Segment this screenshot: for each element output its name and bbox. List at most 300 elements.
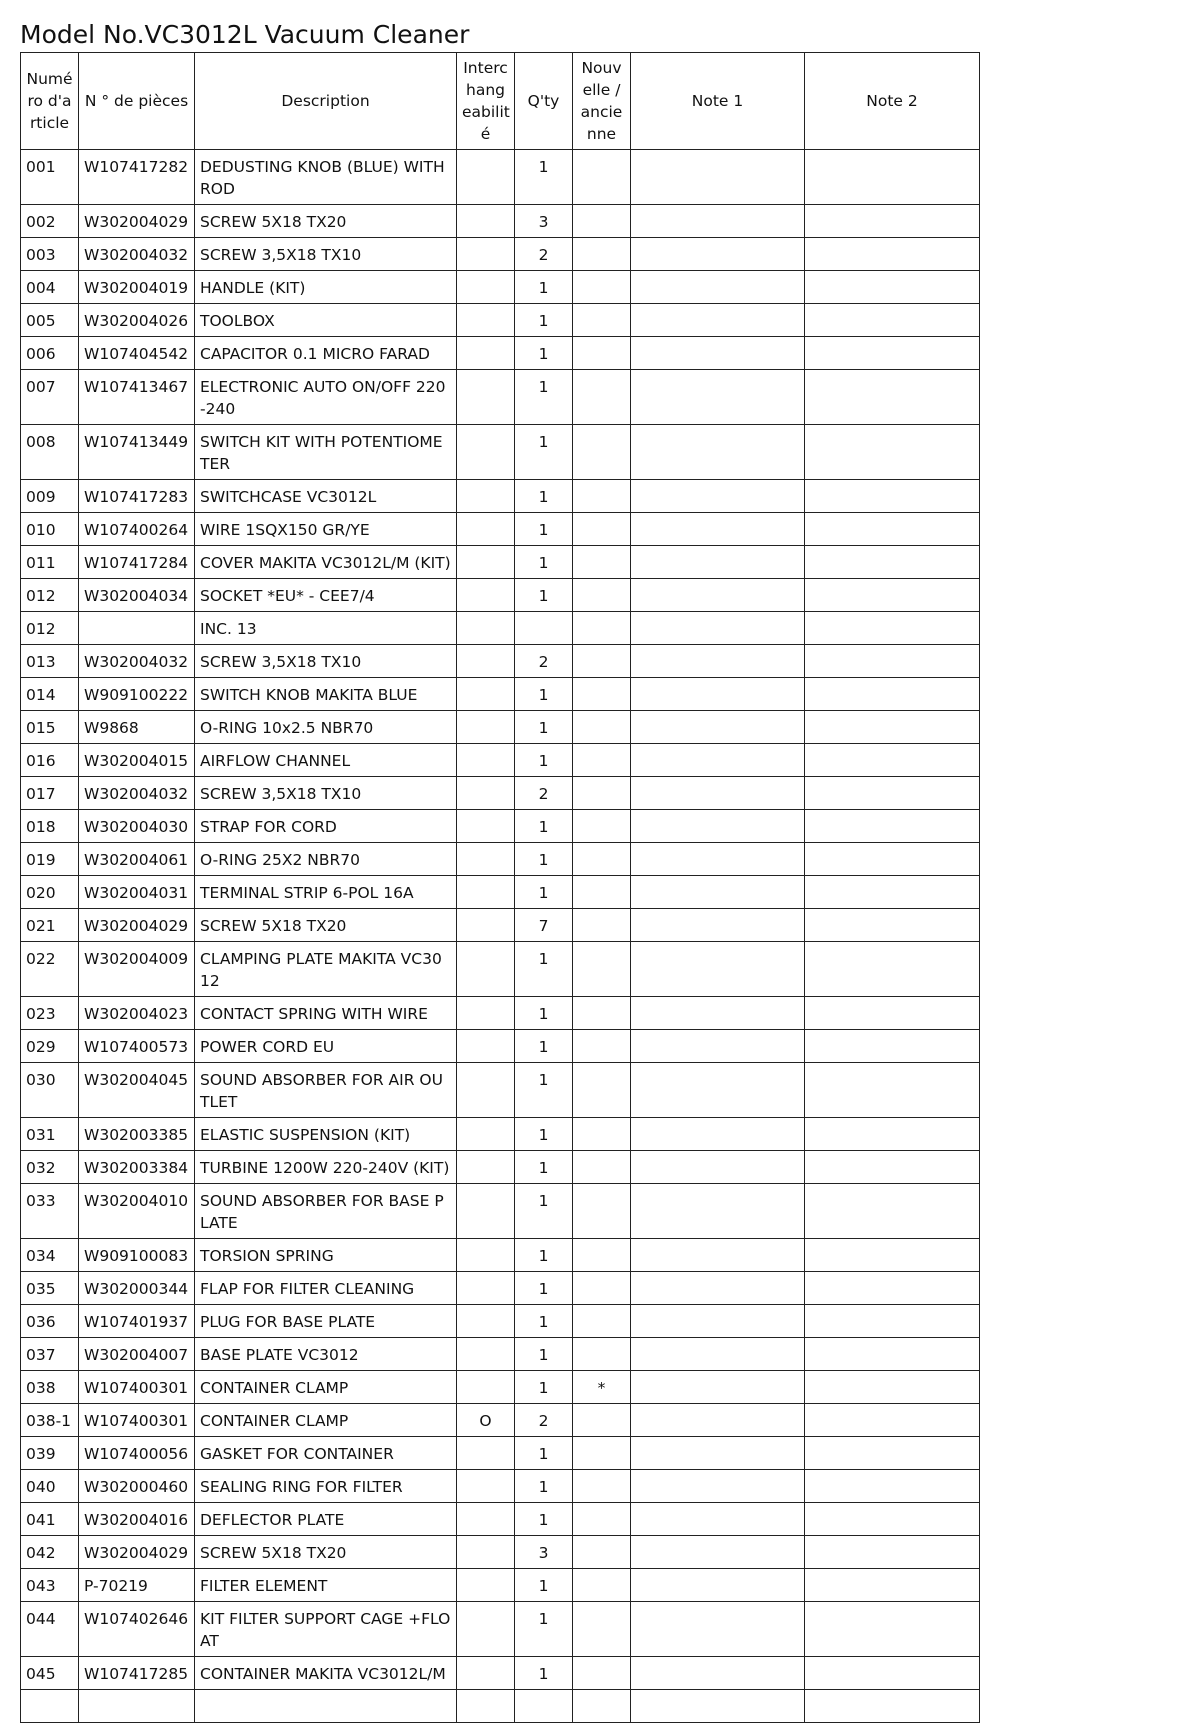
interchangeability-cell	[457, 337, 515, 370]
note-1-cell	[631, 1536, 805, 1569]
table-row	[21, 337, 980, 370]
description-cell: GASKET FOR CONTAINER	[195, 1437, 457, 1470]
interchangeability-cell	[457, 942, 515, 997]
item-number-cell: 017	[21, 777, 79, 810]
description-cell: CONTACT SPRING WITH WIRE	[195, 997, 457, 1030]
item-number-cell: 012	[21, 579, 79, 612]
table-row	[21, 1569, 980, 1602]
note-2-cell	[805, 579, 980, 612]
note-1-cell	[631, 480, 805, 513]
note-2-cell	[805, 1030, 980, 1063]
description-cell: AIRFLOW CHANNEL	[195, 744, 457, 777]
part-number-cell: W107413449	[79, 425, 195, 480]
new-old-cell	[573, 909, 631, 942]
description-cell: O-RING 25X2 NBR70	[195, 843, 457, 876]
note-1-cell	[631, 1690, 805, 1723]
table-row	[21, 678, 980, 711]
interchangeability-cell	[457, 744, 515, 777]
note-2-cell	[805, 645, 980, 678]
table-row	[21, 1030, 980, 1063]
interchangeability-cell	[457, 1503, 515, 1536]
table-body	[21, 150, 980, 1723]
part-number-cell: W9868	[79, 711, 195, 744]
table-row	[21, 1536, 980, 1569]
quantity-cell: 1	[515, 1239, 573, 1272]
note-2-cell	[805, 1690, 980, 1723]
description-cell: SEALING RING FOR FILTER	[195, 1470, 457, 1503]
description-cell: INC. 13	[195, 612, 457, 645]
item-number-cell: 040	[21, 1470, 79, 1503]
note-1-cell	[631, 1470, 805, 1503]
interchangeability-cell	[457, 909, 515, 942]
table-row	[21, 1118, 980, 1151]
description-cell: STRAP FOR CORD	[195, 810, 457, 843]
new-old-cell	[573, 205, 631, 238]
interchangeability-cell	[457, 546, 515, 579]
item-number-cell: 031	[21, 1118, 79, 1151]
new-old-cell	[573, 810, 631, 843]
item-number-cell: 007	[21, 370, 79, 425]
new-old-cell	[573, 1272, 631, 1305]
header-row	[21, 53, 980, 150]
interchangeability-cell	[457, 480, 515, 513]
item-number-cell: 045	[21, 1657, 79, 1690]
quantity-cell: 1	[515, 1338, 573, 1371]
new-old-cell	[573, 546, 631, 579]
new-old-cell	[573, 1569, 631, 1602]
interchangeability-cell	[457, 777, 515, 810]
part-number-cell: W302003384	[79, 1151, 195, 1184]
table-row	[21, 370, 980, 425]
note-1-cell	[631, 271, 805, 304]
new-old-cell	[573, 150, 631, 205]
part-number-cell: W302004061	[79, 843, 195, 876]
quantity-cell: 3	[515, 205, 573, 238]
interchangeability-cell	[457, 425, 515, 480]
quantity-cell: 1	[515, 997, 573, 1030]
new-old-cell	[573, 337, 631, 370]
note-2-cell	[805, 1602, 980, 1657]
note-1-cell	[631, 546, 805, 579]
item-number-cell: 032	[21, 1151, 79, 1184]
item-number-cell: 022	[21, 942, 79, 997]
description-cell: CAPACITOR 0.1 MICRO FARAD	[195, 337, 457, 370]
table-row	[21, 1272, 980, 1305]
new-old-cell	[573, 271, 631, 304]
note-1-cell	[631, 1030, 805, 1063]
item-number-cell: 015	[21, 711, 79, 744]
item-number-cell: 030	[21, 1063, 79, 1118]
quantity-cell: 1	[515, 1657, 573, 1690]
header-interchangeability: Interc hang eabilit é	[457, 53, 515, 150]
table-row	[21, 1602, 980, 1657]
item-number-cell: 014	[21, 678, 79, 711]
new-old-cell	[573, 942, 631, 997]
table-row	[21, 843, 980, 876]
interchangeability-cell	[457, 238, 515, 271]
new-old-cell	[573, 1151, 631, 1184]
note-1-cell	[631, 1272, 805, 1305]
table-row	[21, 150, 980, 205]
new-old-cell	[573, 370, 631, 425]
note-1-cell	[631, 1437, 805, 1470]
quantity-cell: 2	[515, 777, 573, 810]
note-2-cell	[805, 1437, 980, 1470]
note-1-cell	[631, 1657, 805, 1690]
note-2-cell	[805, 678, 980, 711]
description-cell: CONTAINER CLAMP	[195, 1404, 457, 1437]
part-number-cell: W107400264	[79, 513, 195, 546]
header-item-no: Numé ro d'a rticle	[21, 53, 79, 150]
header-note-1: Note 1	[631, 53, 805, 150]
note-1-cell	[631, 1305, 805, 1338]
note-2-cell	[805, 425, 980, 480]
item-number-cell: 039	[21, 1437, 79, 1470]
table-row	[21, 744, 980, 777]
note-1-cell	[631, 513, 805, 546]
note-2-cell	[805, 1404, 980, 1437]
quantity-cell: 1	[515, 1602, 573, 1657]
part-number-cell: W302004010	[79, 1184, 195, 1239]
item-number-cell: 041	[21, 1503, 79, 1536]
part-number-cell: W302004023	[79, 997, 195, 1030]
table-row	[21, 271, 980, 304]
new-old-cell	[573, 1536, 631, 1569]
note-2-cell	[805, 777, 980, 810]
note-2-cell	[805, 337, 980, 370]
interchangeability-cell	[457, 1690, 515, 1723]
note-1-cell	[631, 744, 805, 777]
item-number-cell: 044	[21, 1602, 79, 1657]
interchangeability-cell	[457, 1602, 515, 1657]
table-row	[21, 1305, 980, 1338]
note-2-cell	[805, 612, 980, 645]
note-2-cell	[805, 1305, 980, 1338]
new-old-cell	[573, 876, 631, 909]
new-old-cell	[573, 1338, 631, 1371]
part-number-cell: W107417285	[79, 1657, 195, 1690]
quantity-cell: 1	[515, 942, 573, 997]
description-cell: CONTAINER MAKITA VC3012L/M	[195, 1657, 457, 1690]
interchangeability-cell	[457, 1338, 515, 1371]
table-header	[21, 53, 980, 150]
part-number-cell: W909100083	[79, 1239, 195, 1272]
note-2-cell	[805, 1272, 980, 1305]
interchangeability-cell	[457, 711, 515, 744]
note-1-cell	[631, 645, 805, 678]
quantity-cell: 1	[515, 876, 573, 909]
description-cell: O-RING 10x2.5 NBR70	[195, 711, 457, 744]
quantity-cell: 2	[515, 1404, 573, 1437]
note-1-cell	[631, 337, 805, 370]
quantity-cell: 1	[515, 480, 573, 513]
quantity-cell: 1	[515, 678, 573, 711]
note-1-cell	[631, 1503, 805, 1536]
table-row	[21, 909, 980, 942]
note-1-cell	[631, 1063, 805, 1118]
part-number-cell: W107413467	[79, 370, 195, 425]
description-cell: FILTER ELEMENT	[195, 1569, 457, 1602]
new-old-cell	[573, 678, 631, 711]
part-number-cell: W302004032	[79, 645, 195, 678]
description-cell: SOUND ABSORBER FOR BASE PLATE	[195, 1184, 457, 1239]
note-1-cell	[631, 1239, 805, 1272]
interchangeability-cell	[457, 1272, 515, 1305]
note-2-cell	[805, 1118, 980, 1151]
part-number-cell	[79, 612, 195, 645]
header-qty: Q'ty	[515, 53, 573, 150]
note-2-cell	[805, 997, 980, 1030]
new-old-cell	[573, 480, 631, 513]
item-number-cell: 019	[21, 843, 79, 876]
quantity-cell: 2	[515, 238, 573, 271]
description-cell: ELASTIC SUSPENSION (KIT)	[195, 1118, 457, 1151]
quantity-cell: 1	[515, 1151, 573, 1184]
item-number-cell: 042	[21, 1536, 79, 1569]
new-old-cell	[573, 1503, 631, 1536]
table-row	[21, 1338, 980, 1371]
table-row	[21, 546, 980, 579]
item-number-cell: 034	[21, 1239, 79, 1272]
part-number-cell: W302004032	[79, 238, 195, 271]
item-number-cell: 005	[21, 304, 79, 337]
interchangeability-cell	[457, 612, 515, 645]
note-1-cell	[631, 1184, 805, 1239]
quantity-cell: 1	[515, 1184, 573, 1239]
table-row	[21, 810, 980, 843]
quantity-cell: 2	[515, 645, 573, 678]
interchangeability-cell	[457, 1184, 515, 1239]
interchangeability-cell	[457, 1437, 515, 1470]
quantity-cell: 1	[515, 425, 573, 480]
note-2-cell	[805, 150, 980, 205]
new-old-cell	[573, 777, 631, 810]
new-old-cell	[573, 1063, 631, 1118]
quantity-cell: 1	[515, 579, 573, 612]
description-cell: SOUND ABSORBER FOR AIR OUTLET	[195, 1063, 457, 1118]
item-number-cell: 009	[21, 480, 79, 513]
item-number-cell: 036	[21, 1305, 79, 1338]
item-number-cell: 037	[21, 1338, 79, 1371]
item-number-cell: 006	[21, 337, 79, 370]
part-number-cell: W302004029	[79, 909, 195, 942]
part-number-cell: W302004029	[79, 1536, 195, 1569]
interchangeability-cell	[457, 150, 515, 205]
header-description: Description	[195, 53, 457, 150]
new-old-cell	[573, 1404, 631, 1437]
note-2-cell	[805, 1063, 980, 1118]
note-2-cell	[805, 909, 980, 942]
interchangeability-cell	[457, 1371, 515, 1404]
item-number-cell: 004	[21, 271, 79, 304]
note-1-cell	[631, 777, 805, 810]
part-number-cell: W107404542	[79, 337, 195, 370]
interchangeability-cell	[457, 997, 515, 1030]
table-row	[21, 612, 980, 645]
interchangeability-cell	[457, 876, 515, 909]
part-number-cell: W302004031	[79, 876, 195, 909]
part-number-cell: W302004009	[79, 942, 195, 997]
note-2-cell	[805, 1657, 980, 1690]
description-cell: SOCKET *EU* - CEE7/4	[195, 579, 457, 612]
interchangeability-cell	[457, 579, 515, 612]
part-number-cell: W302004026	[79, 304, 195, 337]
note-2-cell	[805, 513, 980, 546]
note-2-cell	[805, 304, 980, 337]
table-row	[21, 1657, 980, 1690]
interchangeability-cell	[457, 1063, 515, 1118]
table-row	[21, 480, 980, 513]
quantity-cell: 1	[515, 1118, 573, 1151]
interchangeability-cell	[457, 843, 515, 876]
note-1-cell	[631, 579, 805, 612]
description-cell: TOOLBOX	[195, 304, 457, 337]
table-row	[21, 425, 980, 480]
note-2-cell	[805, 810, 980, 843]
item-number-cell: 043	[21, 1569, 79, 1602]
table-row	[21, 645, 980, 678]
quantity-cell	[515, 612, 573, 645]
description-cell: SCREW 3,5X18 TX10	[195, 238, 457, 271]
new-old-cell	[573, 1602, 631, 1657]
description-cell: SCREW 3,5X18 TX10	[195, 777, 457, 810]
interchangeability-cell	[457, 370, 515, 425]
note-1-cell	[631, 997, 805, 1030]
quantity-cell: 1	[515, 1272, 573, 1305]
part-number-cell: W302004029	[79, 205, 195, 238]
table-row	[21, 777, 980, 810]
interchangeability-cell	[457, 1239, 515, 1272]
note-2-cell	[805, 546, 980, 579]
description-cell: HANDLE (KIT)	[195, 271, 457, 304]
note-1-cell	[631, 942, 805, 997]
quantity-cell: 1	[515, 810, 573, 843]
quantity-cell	[515, 1690, 573, 1723]
note-2-cell	[805, 480, 980, 513]
description-cell: ELECTRONIC AUTO ON/OFF 220-240	[195, 370, 457, 425]
quantity-cell: 1	[515, 337, 573, 370]
note-2-cell	[805, 1470, 980, 1503]
table-row	[21, 579, 980, 612]
table-row	[21, 1503, 980, 1536]
item-number-cell: 002	[21, 205, 79, 238]
description-cell: KIT FILTER SUPPORT CAGE +FLOAT	[195, 1602, 457, 1657]
part-number-cell: W302004015	[79, 744, 195, 777]
note-2-cell	[805, 1569, 980, 1602]
note-2-cell	[805, 1151, 980, 1184]
note-2-cell	[805, 238, 980, 271]
description-cell: CLAMPING PLATE MAKITA VC3012	[195, 942, 457, 997]
note-2-cell	[805, 744, 980, 777]
description-cell: SCREW 5X18 TX20	[195, 205, 457, 238]
description-cell: SCREW 5X18 TX20	[195, 1536, 457, 1569]
interchangeability-cell	[457, 810, 515, 843]
note-2-cell	[805, 942, 980, 997]
table-row	[21, 238, 980, 271]
interchangeability-cell	[457, 1569, 515, 1602]
new-old-cell	[573, 744, 631, 777]
quantity-cell: 1	[515, 1437, 573, 1470]
note-2-cell	[805, 1536, 980, 1569]
item-number-cell: 033	[21, 1184, 79, 1239]
interchangeability-cell	[457, 205, 515, 238]
interchangeability-cell	[457, 678, 515, 711]
note-1-cell	[631, 1569, 805, 1602]
new-old-cell	[573, 1437, 631, 1470]
part-number-cell	[79, 1690, 195, 1723]
interchangeability-cell	[457, 513, 515, 546]
note-2-cell	[805, 711, 980, 744]
interchangeability-cell	[457, 1151, 515, 1184]
note-1-cell	[631, 370, 805, 425]
part-number-cell: W107417283	[79, 480, 195, 513]
note-2-cell	[805, 843, 980, 876]
interchangeability-cell	[457, 1118, 515, 1151]
interchangeability-cell	[457, 1536, 515, 1569]
note-1-cell	[631, 678, 805, 711]
new-old-cell	[573, 1470, 631, 1503]
part-number-cell: W302004032	[79, 777, 195, 810]
header-note-2: Note 2	[805, 53, 980, 150]
table-row	[21, 876, 980, 909]
quantity-cell: 1	[515, 1063, 573, 1118]
note-2-cell	[805, 1239, 980, 1272]
header-new-old: Nouv elle / ancie nne	[573, 53, 631, 150]
quantity-cell: 1	[515, 513, 573, 546]
item-number-cell: 035	[21, 1272, 79, 1305]
new-old-cell	[573, 238, 631, 271]
note-1-cell	[631, 205, 805, 238]
new-old-cell	[573, 579, 631, 612]
item-number-cell: 021	[21, 909, 79, 942]
table-row	[21, 1184, 980, 1239]
quantity-cell: 1	[515, 711, 573, 744]
description-cell: SWITCHCASE VC3012L	[195, 480, 457, 513]
quantity-cell: 1	[515, 304, 573, 337]
item-number-cell: 012	[21, 612, 79, 645]
item-number-cell: 008	[21, 425, 79, 480]
description-cell: CONTAINER CLAMP	[195, 1371, 457, 1404]
new-old-cell	[573, 1657, 631, 1690]
part-number-cell: W107400301	[79, 1371, 195, 1404]
table-row	[21, 711, 980, 744]
note-1-cell	[631, 810, 805, 843]
item-number-cell: 001	[21, 150, 79, 205]
interchangeability-cell	[457, 1305, 515, 1338]
item-number-cell: 018	[21, 810, 79, 843]
table-row	[21, 1239, 980, 1272]
note-1-cell	[631, 909, 805, 942]
note-2-cell	[805, 271, 980, 304]
note-1-cell	[631, 1404, 805, 1437]
note-1-cell	[631, 1118, 805, 1151]
table-row	[21, 1470, 980, 1503]
quantity-cell: 1	[515, 150, 573, 205]
table-row	[21, 1690, 980, 1723]
new-old-cell	[573, 645, 631, 678]
quantity-cell: 1	[515, 1503, 573, 1536]
part-number-cell: W107400301	[79, 1404, 195, 1437]
description-cell: DEFLECTOR PLATE	[195, 1503, 457, 1536]
note-1-cell	[631, 150, 805, 205]
quantity-cell: 1	[515, 370, 573, 425]
note-1-cell	[631, 425, 805, 480]
item-number-cell: 016	[21, 744, 79, 777]
description-cell: POWER CORD EU	[195, 1030, 457, 1063]
interchangeability-cell: O	[457, 1404, 515, 1437]
new-old-cell	[573, 843, 631, 876]
new-old-cell	[573, 425, 631, 480]
